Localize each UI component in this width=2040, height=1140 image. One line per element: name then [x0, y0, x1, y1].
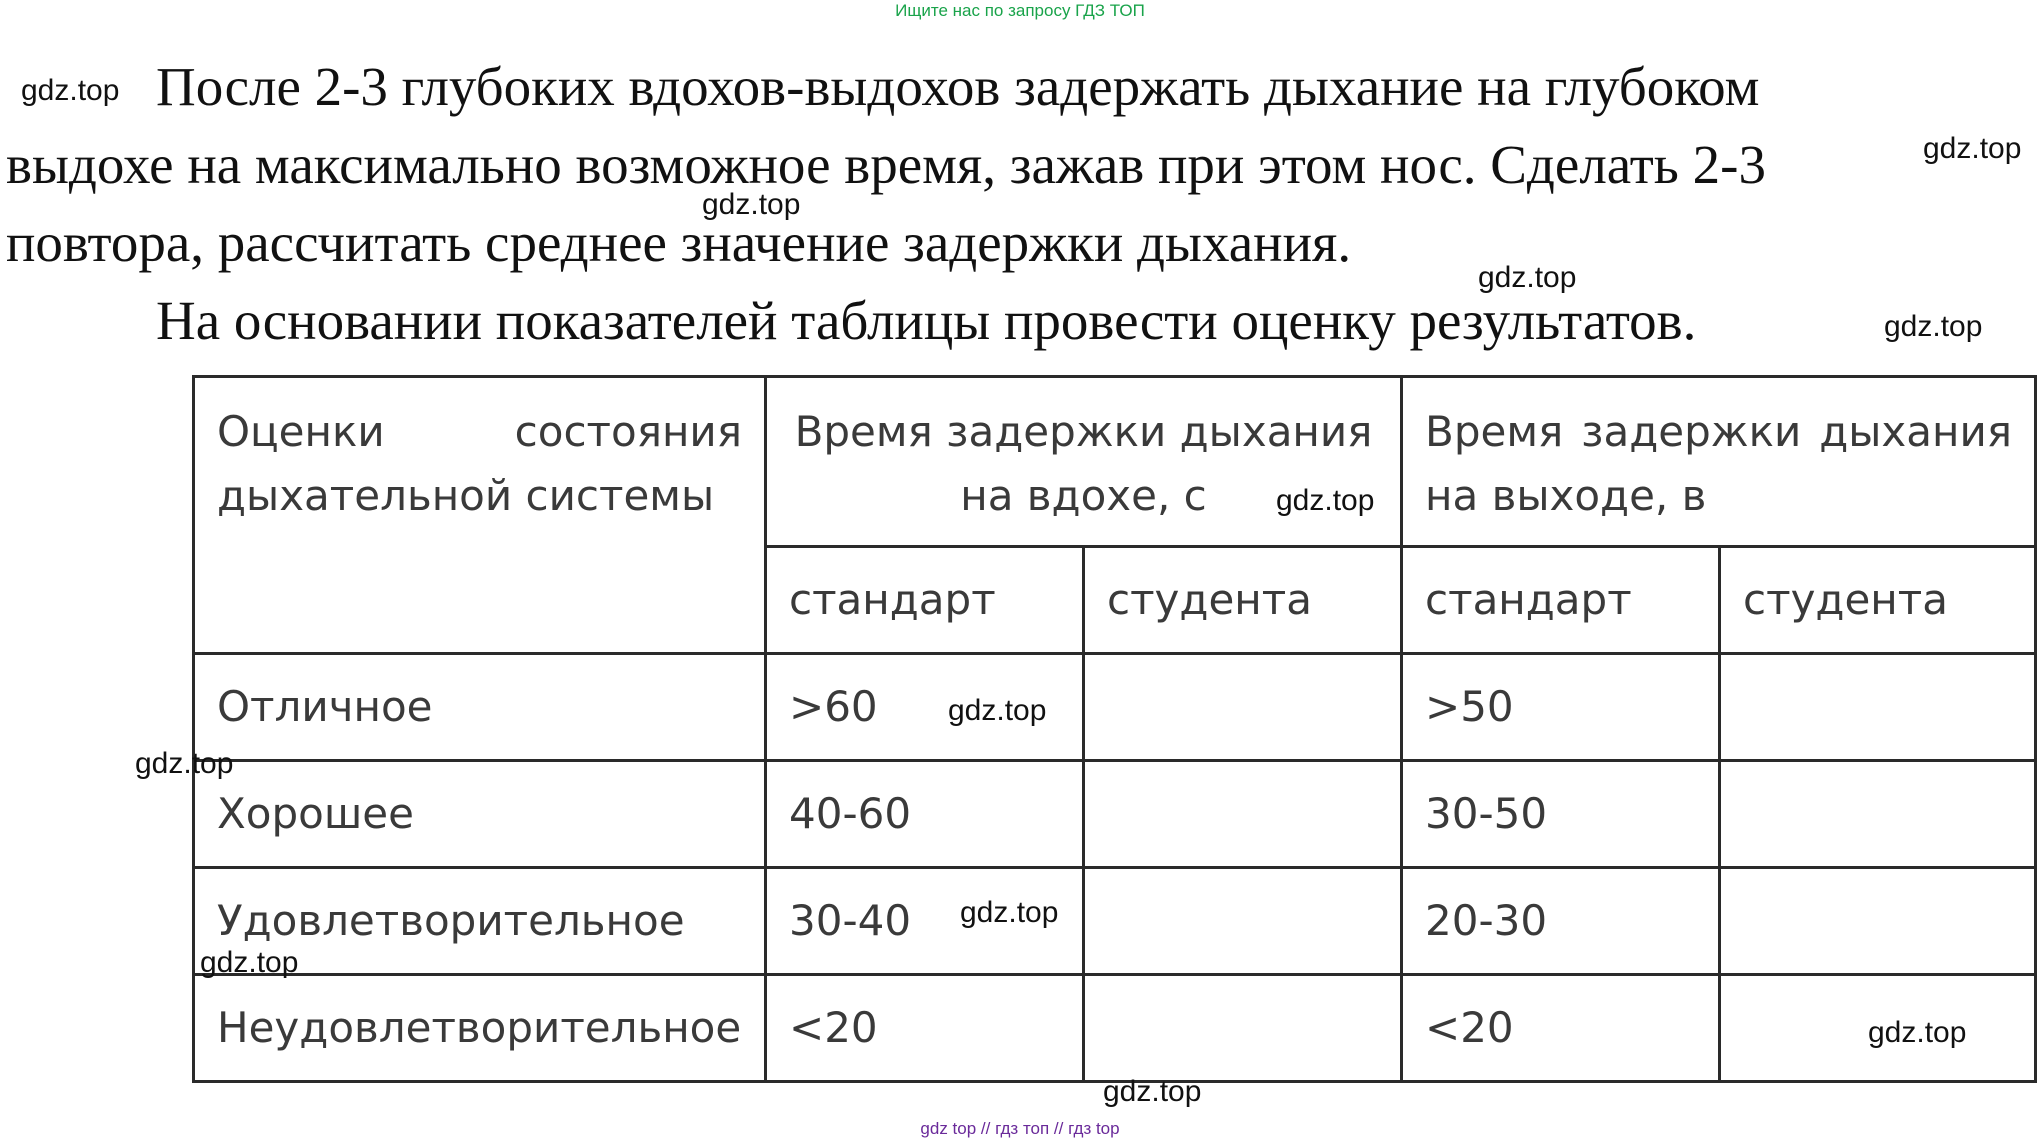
header-rating-cell [194, 377, 766, 654]
paragraph-line-4: На основании показателей таблицы провести оценку результатов. [156, 290, 1697, 351]
exhale-student-cell[interactable] [1720, 868, 2036, 975]
exhale-standard-cell: >50 [1402, 654, 1720, 761]
watermark: gdz.top [1923, 132, 2022, 165]
watermark: gdz.top [1103, 1075, 1202, 1108]
inhale-standard-cell: 30-40 [766, 868, 1084, 975]
inhale-student-cell[interactable] [1084, 654, 1402, 761]
header-exhale-label: Время задержки дыхания на выходе, в [1425, 407, 2013, 520]
rating-cell: Удовлетворительное [194, 868, 766, 975]
inhale-standard-cell: <20 [766, 975, 1084, 1082]
watermark: gdz.top [21, 74, 120, 107]
watermark: gdz.top [135, 747, 234, 780]
header-rating-line-2: дыхательной системы [217, 471, 715, 520]
exhale-standard-cell: 30-50 [1402, 761, 1720, 868]
inhale-standard-cell: >60 [766, 654, 1084, 761]
inhale-student-cell[interactable] [1084, 761, 1402, 868]
table-row [194, 654, 2036, 761]
top-search-banner: Ищите нас по запросу ГДЗ ТОП [895, 1, 1145, 20]
subheader-exhale-student: студента [1720, 547, 2036, 654]
inhale-student-cell[interactable] [1084, 868, 1402, 975]
watermark: gdz.top [1868, 1016, 1967, 1049]
header-exhale-cell [1402, 377, 2036, 547]
exhale-standard-cell: 20-30 [1402, 868, 1720, 975]
rating-cell: Неудовлетворительное [194, 975, 766, 1082]
breathing-evaluation-table [192, 375, 2037, 1083]
subheader-inhale-student: студента [1084, 547, 1402, 654]
watermark: gdz.top [1478, 261, 1577, 294]
exhale-standard-cell: <20 [1402, 975, 1720, 1082]
exhale-student-cell[interactable] [1720, 761, 2036, 868]
subheader-inhale-standard: стандарт [766, 547, 1084, 654]
table-header-row [194, 377, 2036, 547]
inhale-student-cell[interactable] [1084, 975, 1402, 1082]
header-rating-line-1: Оценки состояния [217, 407, 742, 456]
header-inhale-label: Время задержки дыхания на вдохе, с [794, 407, 1373, 520]
table-row [194, 975, 2036, 1082]
watermark: gdz.top [200, 946, 299, 979]
paragraph-line-3: повтора, рассчитать среднее значение задержки дыхания. [6, 212, 1352, 273]
rating-cell: Отличное [194, 654, 766, 761]
watermark: gdz.top [948, 694, 1047, 727]
inhale-standard-cell: 40-60 [766, 761, 1084, 868]
paragraph-line-1: После 2-3 глубоких вдохов-выдохов задержать дыхание на глубоком [156, 56, 1760, 117]
subheader-exhale-standard: стандарт [1402, 547, 1720, 654]
header-inhale-cell [766, 377, 1402, 547]
exhale-student-cell[interactable] [1720, 654, 2036, 761]
watermark: gdz.top [1884, 310, 1983, 343]
watermark: gdz.top [702, 188, 801, 221]
watermark: gdz.top [1276, 484, 1375, 517]
rating-cell: Хорошее [194, 761, 766, 868]
table-row [194, 868, 2036, 975]
paragraph-line-2: выдохе на максимально возможное время, зажав при этом нос. Сделать 2-3 [6, 134, 1766, 195]
table-row [194, 761, 2036, 868]
bottom-footer: gdz top // гдз топ // гдз top [920, 1119, 1120, 1138]
watermark: gdz.top [960, 896, 1059, 929]
